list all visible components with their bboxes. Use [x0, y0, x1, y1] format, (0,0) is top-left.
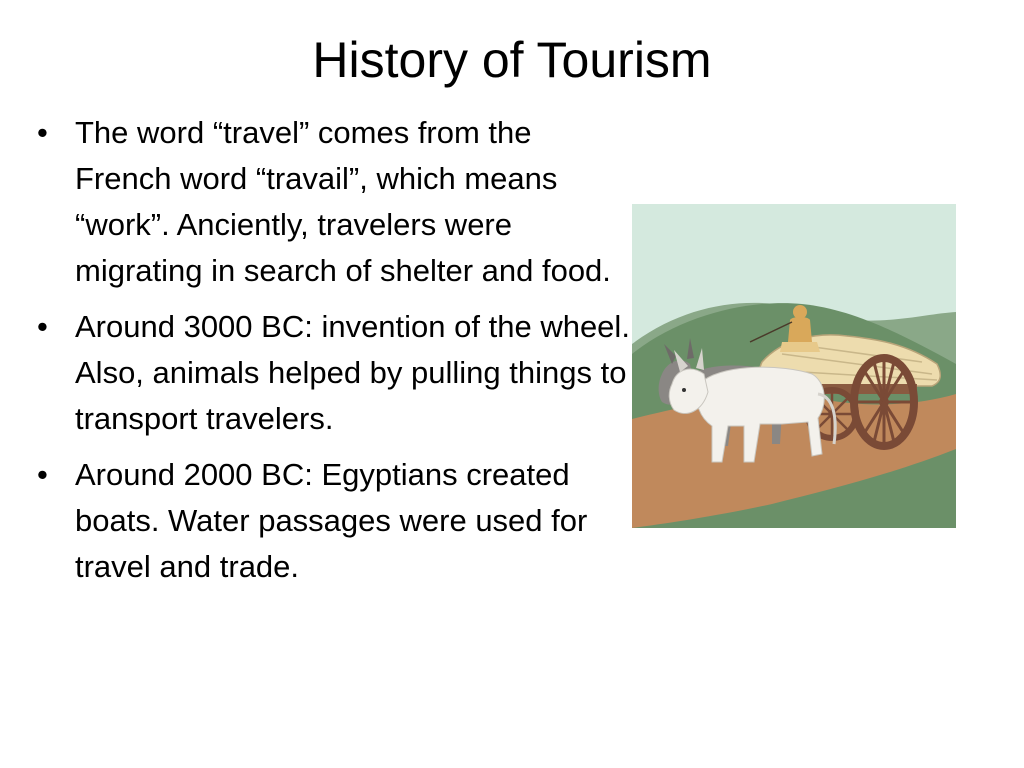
bullet-marker: • [37, 115, 48, 150]
bullet-item [36, 452, 636, 590]
bullet-text: The word “travel” comes from the French word “travail”, which means “work”. Anciently, travelers were migrating in search of shelter and food. [75, 115, 611, 288]
front-wheel [854, 358, 914, 446]
slide-title: History of Tourism [312, 32, 712, 88]
bullet-list [36, 110, 636, 600]
bullet-text: Around 3000 BC: invention of the wheel. Also, animals helped by pulling things to transport travelers. [75, 309, 630, 436]
bullet-marker: • [37, 457, 48, 492]
bullet-marker: • [37, 309, 48, 344]
bullet-text: Around 2000 BC: Egyptians created boats. Water passages were used for travel and trade. [75, 457, 588, 584]
ox-cart-illustration [632, 204, 956, 528]
bullet-item [36, 304, 636, 442]
bullet-item [36, 110, 636, 294]
